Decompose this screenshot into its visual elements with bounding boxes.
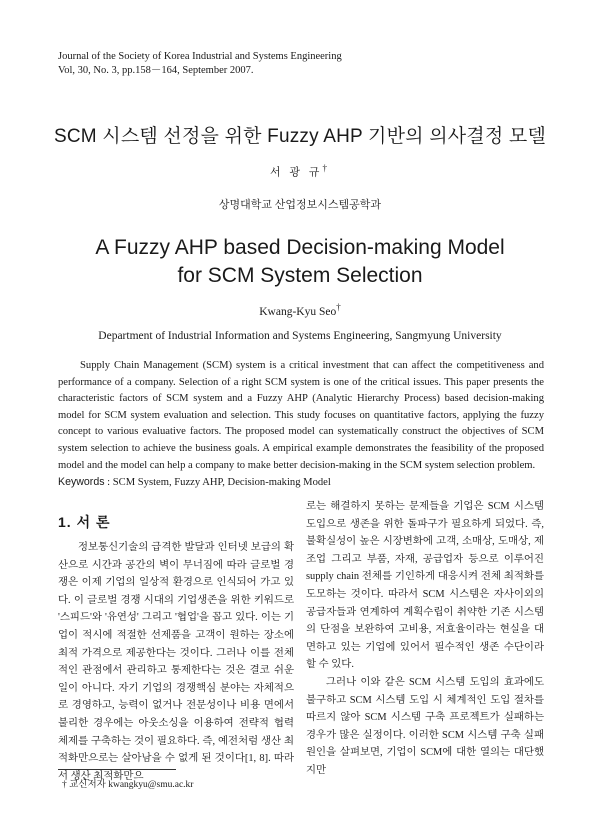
right-column-paragraph-2: 그러나 이와 같은 SCM 시스템 도입의 효과에도 불구하고 SCM 시스템 도입 시 체계적인 도입 절차를 따르지 않아 SCM 시스템 구축 프로젝트가 실패하는 경우가 많은 실정이다. 이러한 SCM 시스템 구축 실패 원인을 살펴보면, 기업이 SCM에 대한 열의는 대단했지만: [306, 676, 544, 776]
footnote-mark: †: [62, 780, 67, 790]
abstract: [58, 358, 544, 474]
section-heading-introduction: 1. 서 론: [58, 514, 111, 530]
body-right-column: [306, 498, 544, 780]
left-column-text: 정보통신기술의 급격한 발달과 인터넷 보급의 확산으로 시간과 공간의 벽이 무너짐에 따라 글로벌 경쟁은 이제 기업의 일상적 환경으로 인식되어 가고 있다. 이 글로벌 경쟁 시대의 기업생존을 위한 키워드로 '스피드'와 '유연성' 그리고 '협업'을 꼽고 있다. 이는 기업이 적시에 적절한 선제품을 고객이 원하는 장소에 최적 가격으로 제공한다는 것이다. 그러나 이를 전체적인 관점에서 관리하고 통제한다는 것은 결코 쉬운 일이 아니다. 자기 기업의 경쟁핵심 분야는 자체적으로 경영하고, 능력이 없거나 전문성이나 비용 면에서 불리한 경우에는 아웃소싱을 이용하여 전략적 협력 체제를 구축하는 것이 필요하다. 즉, 예전처럼 생산 최적화만으로는 살아남을 수 없게 된 것이다[1, 8]. 따라서 생산 최적화만으: [58, 542, 294, 782]
footnote-text: 교신저자 kwangkyu@smu.ac.kr: [69, 780, 194, 790]
title-korean: SCM 시스템 선정을 위한 Fuzzy AHP 기반의 의사결정 모델: [53, 126, 547, 147]
footnote: [62, 776, 193, 790]
abstract-text: Supply Chain Management (SCM) system is a critical investment that can affect the competitiveness and performance of a company. Selection of a right SCM system is one of the critical issues. This paper presents the characteristic factors of SCM system and a Fuzzy AHP (Analytic Hierarchy Process) based decision-making model for SCM system evaluation and selection. This study focuses on quantitative factors, applying the fuzzy concept to various evaluative factors. The proposed model can systematically construct the objectives of SCM system selection to achieve the business goals. A empirical example demonstrates the feasibility of the proposed model and the model can help a company to make better decision-making in the SCM system selection problem.: [58, 360, 544, 471]
affiliation-english: Department of Industrial Information and Systems Engineering, Sangmyung University: [98, 330, 502, 342]
journal-volume: Vol, 30, No. 3, pp.158－164, September 2007.: [58, 65, 254, 76]
author-english: Kwang-Kyu Seo†: [259, 302, 341, 318]
keywords: [58, 476, 331, 488]
footnote-divider: [58, 769, 176, 770]
affiliation-korean: 상명대학교 산업정보시스템공학과: [218, 199, 382, 211]
body-left-column: [58, 539, 294, 785]
corresponding-author-mark-en: †: [336, 302, 341, 312]
journal-info: [58, 50, 342, 78]
keywords-list: : SCM System, Fuzzy AHP, Decision-making Model: [107, 477, 331, 488]
title-english-line2: for SCM System Selection: [177, 264, 423, 287]
title-english-line1: A Fuzzy AHP based Decision-making Model: [95, 236, 505, 259]
keywords-label: Keywords: [58, 476, 105, 488]
title-english: [0, 234, 600, 290]
journal-name: Journal of the Society of Korea Industrial and Systems Engineering: [58, 51, 342, 62]
corresponding-author-mark: †: [322, 163, 330, 173]
author-korean: 서 광 규†: [270, 163, 330, 179]
right-column-paragraph-1: 로는 해결하지 못하는 문제들을 기업은 SCM 시스템 도입으로 생존을 위한 돌파구가 필요하게 되었다. 즉, 불확실성이 높은 시장변화에 고객, 소매상, 도매상, 제조업 그리고 부품, 자재, 공급업자 등으로 이루어진 supply chain 전체를 기인하게 대응시켜 전체 최적화를 도모하는 것이다. 따라서 SCM 시스템은 자사이외의 공급자들과 연계하여 계획수립이 취약한 기존 시스템의 단점을 보완하여 고비용, 저효율이라는 현실을 대면하고 있는 기업에 있어서 필수적인 생존 수단이라 할 수 있다.: [306, 501, 544, 671]
